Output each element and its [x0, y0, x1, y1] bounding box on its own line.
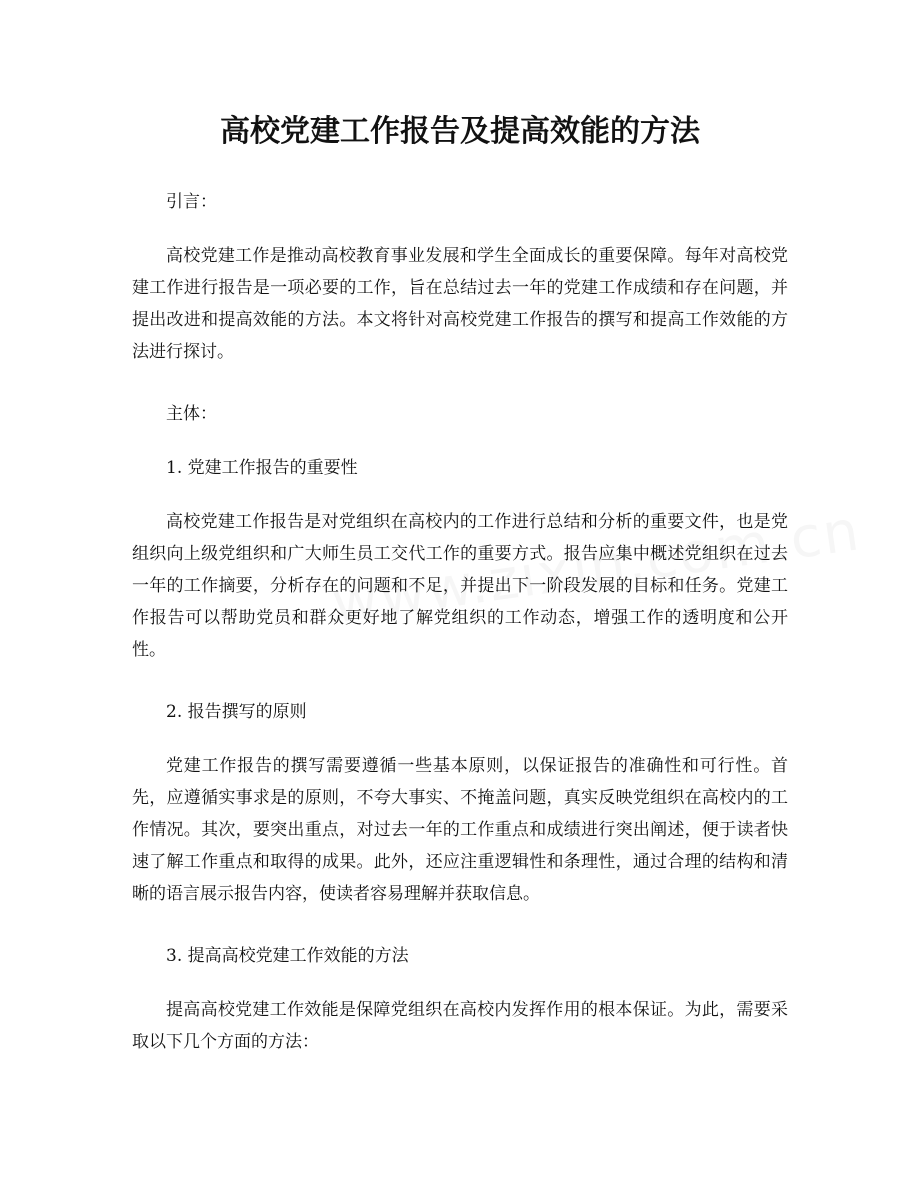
- section-heading-3: 3. 提高高校党建工作效能的方法: [166, 946, 409, 966]
- section-paragraph-1: 高校党建工作报告是对党组织在高校内的工作进行总结和分析的重要文件，也是党组织向上级党组织和广大师生员工交代工作的重要方式。报告应集中概述党组织在过去一年的工作摘要，分析存在的问题和不足，并提出下一阶段发展的目标和任务。党建工作报告可以帮助党员和群众更好地了解党组织的工作动态，增强工作的透明度和公开性。: [132, 512, 788, 660]
- document-title: 高校党建工作报告及提高效能的方法: [220, 114, 700, 149]
- intro-label: 引言：: [166, 192, 217, 212]
- section-paragraph-2: 党建工作报告的撰写需要遵循一些基本原则，以保证报告的准确性和可行性。首先，应遵循实事求是的原则，不夸大事实、不掩盖问题，真实反映党组织在高校内的工作情况。其次，要突出重点，对过去一年的工作重点和成绩进行突出阐述，便于读者快速了解工作重点和取得的成果。此外，还应注重逻辑性和条理性，通过合理的结构和清晰的语言展示报告内容，使读者容易理解并获取信息。: [132, 756, 788, 904]
- document-body: [132, 186, 788, 1088]
- section-paragraph-3: 提高高校党建工作效能是保障党组织在高校内发挥作用的根本保证。为此，需要采取以下几个方面的方法：: [132, 1000, 788, 1052]
- main-label: 主体：: [166, 404, 217, 424]
- section-heading-1: 1. 党建工作报告的重要性: [166, 458, 358, 478]
- intro-paragraph: 高校党建工作是推动高校教育事业发展和学生全面成长的重要保障。每年对高校党建工作进行报告是一项必要的工作，旨在总结过去一年的党建工作成绩和存在问题，并提出改进和提高效能的方法。本文将针对高校党建工作报告的撰写和提高工作效能的方法进行探讨。: [132, 246, 788, 362]
- section-heading-2: 2. 报告撰写的原则: [166, 702, 307, 722]
